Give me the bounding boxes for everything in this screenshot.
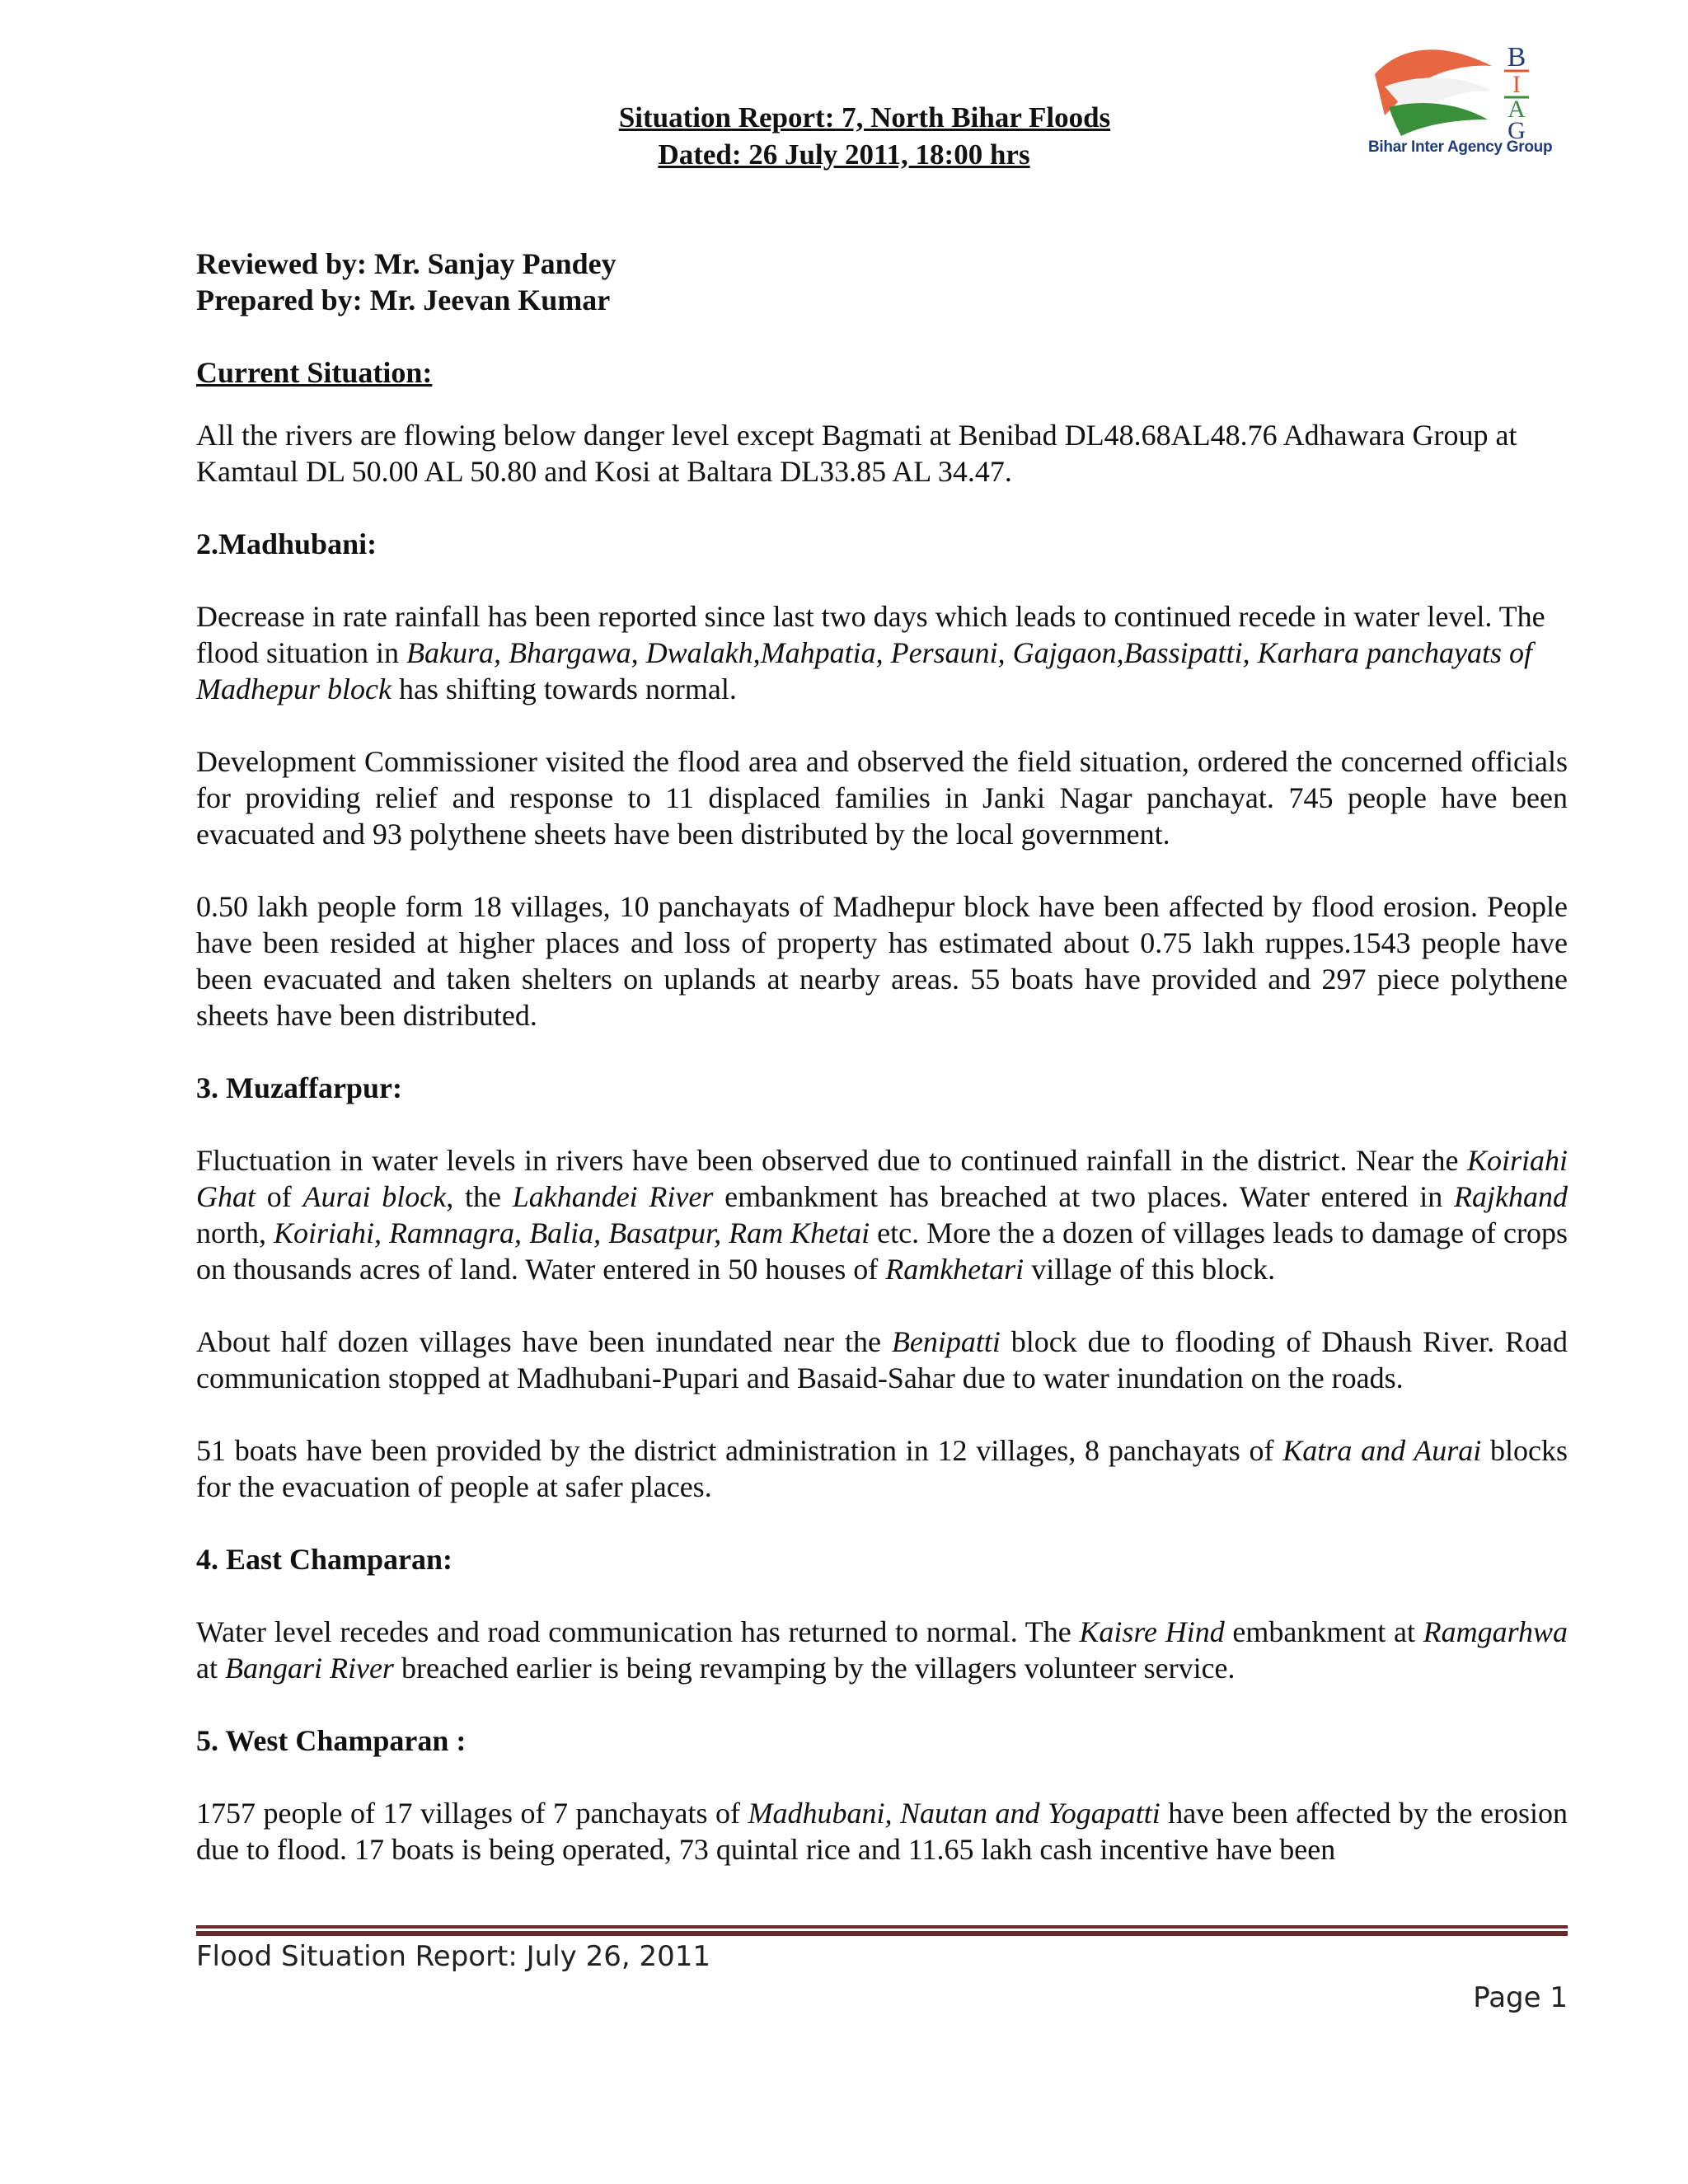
text-run-italic: Koiriahi Ghat: [196, 1144, 1568, 1213]
text-run-italic: Bangari River: [224, 1652, 394, 1685]
logo-letter-i: I: [1512, 71, 1521, 98]
text-run: , the: [446, 1180, 513, 1213]
text-run: embankment at: [1224, 1615, 1423, 1648]
footer-report-title: Flood Situation Report: July 26, 2011: [196, 1940, 711, 1973]
text-run: block due to flooding of Dhaush River. Road communication stopped at Madhubani-Pupari and Basaid-Sahar due to water inundation on the roads.: [196, 1325, 1568, 1394]
muzaffarpur-paragraph-3: [196, 1432, 1568, 1505]
text-run: at: [196, 1652, 225, 1685]
report-title: [0, 99, 1688, 173]
text-run-italic: Ramkhetari: [885, 1253, 1025, 1286]
prepared-by: Prepared by: Mr. Jeevan Kumar: [196, 284, 611, 316]
west-champaran-paragraph: [196, 1795, 1568, 1868]
text-run: etc. More the a dozen of villages leads to damage of crops on thousands acres of land. Water entered in 50 houses of: [196, 1216, 1568, 1286]
text-run: north,: [196, 1216, 274, 1249]
text-run: About half dozen villages have been inundated near the: [196, 1325, 892, 1358]
muzaffarpur-paragraph-1: [196, 1142, 1568, 1287]
text-run: embankment has breached at two places. Water entered in: [713, 1180, 1454, 1213]
text-run: Decrease in rate rainfall has been reported since last two days which leads to continued recede in water level. The flood situation in: [196, 600, 1545, 669]
title-line-1: Situation Report: 7, North Bihar Floods: [618, 101, 1111, 134]
heading-madhubani: 2.Madhubani:: [196, 527, 377, 560]
text-run-italic: Koiriahi, Ramnagra, Balia, Basatpur, Ram Khetai: [274, 1216, 870, 1249]
logo-letter-a: A: [1507, 96, 1526, 123]
text-run: has shifting towards normal.: [391, 673, 737, 705]
logo-letter-b: B: [1507, 42, 1526, 73]
text-run-italic: Kaisre Hind: [1079, 1615, 1225, 1648]
text-run: village of this block.: [1024, 1253, 1276, 1286]
title-line-2: Dated: 26 July 2011, 18:00 hrs: [658, 138, 1030, 171]
text-run-italic: Madhubani, Nautan and Yogapatti: [748, 1797, 1160, 1830]
east-champaran-paragraph: [196, 1614, 1568, 1686]
current-situation-text: All the rivers are flowing below danger level except Bagmati at Benibad DL48.68AL48.76 Adhawara Group at Kamtaul DL 50.00 AL 50.80 and Kosi at Baltara DL33.85 AL 34.47.: [196, 419, 1517, 488]
text-run: Water level recedes and road communication has returned to normal. The: [196, 1615, 1080, 1648]
text-run: Fluctuation in water levels in rivers have been observed due to continued rainfall in the district. Near the: [196, 1144, 1467, 1177]
heading-current-situation: Current Situation:: [196, 356, 433, 389]
heading-west-champaran: 5. West Champaran :: [196, 1724, 467, 1757]
footer-rule: [196, 1925, 1568, 1937]
text-run-italic: Aurai block: [302, 1180, 447, 1213]
text-run: blocks for the evacuation of people at safer places.: [196, 1434, 1568, 1503]
madhubani-paragraph-3: 0.50 lakh people form 18 villages, 10 panchayats of Madhepur block have been affected by flood erosion. People have been resided at higher places and loss of property has estimated about 0.75 lakh ruppes.1543 people have been evacuated and taken shelters on uplands at nearby areas. 55 boats have provided and 297 piece polythene sheets have been distributed.: [196, 890, 1568, 1032]
text-run-italic: Katra and Aurai: [1282, 1434, 1482, 1467]
text-run-italic: Bakura, Bhargawa, Dwalakh,Mahpatia, Persauni, Gajgaon,Bassipatti, Karhara panchayats of Madhepur block: [196, 636, 1532, 705]
reviewed-by: Reviewed by: Mr. Sanjay Pandey: [196, 247, 617, 280]
page-number: Page 1: [1473, 1981, 1568, 2014]
report-body: [196, 246, 1568, 1868]
text-run-italic: Ramgarhwa: [1423, 1615, 1568, 1648]
text-run: 51 boats have been provided by the district administration in 12 villages, 8 panchayats of: [196, 1434, 1283, 1467]
text-run-italic: Lakhandei River: [512, 1180, 714, 1213]
heading-east-champaran: 4. East Champaran:: [196, 1543, 453, 1576]
text-run: have been affected by the erosion due to flood. 17 boats is being operated, 73 quintal rice and 11.65 lakh cash incentive have been: [196, 1797, 1568, 1866]
text-run: 1757 people of 17 villages of 7 panchayats of: [196, 1797, 748, 1830]
madhubani-paragraph-2: Development Commissioner visited the flood area and observed the field situation, ordered the concerned officials for providing relief and response to 11 displaced families in Janki Nagar panchayat. 745 people have been evacuated and 93 polythene sheets have been distributed by the local government.: [196, 745, 1568, 851]
text-run-italic: Benipatti: [891, 1325, 1001, 1358]
text-run: of: [256, 1180, 303, 1213]
text-run-italic: Rajkhand: [1454, 1180, 1568, 1213]
logo-org-name: Bihar Inter Agency Group: [1368, 138, 1553, 156]
heading-muzaffarpur: 3. Muzaffarpur:: [196, 1071, 402, 1104]
madhubani-paragraph-1: [196, 598, 1568, 707]
text-run: breached earlier is being revamping by the villagers volunteer service.: [393, 1652, 1236, 1685]
logo-letter-g: G: [1507, 117, 1526, 140]
muzaffarpur-paragraph-2: [196, 1324, 1568, 1396]
